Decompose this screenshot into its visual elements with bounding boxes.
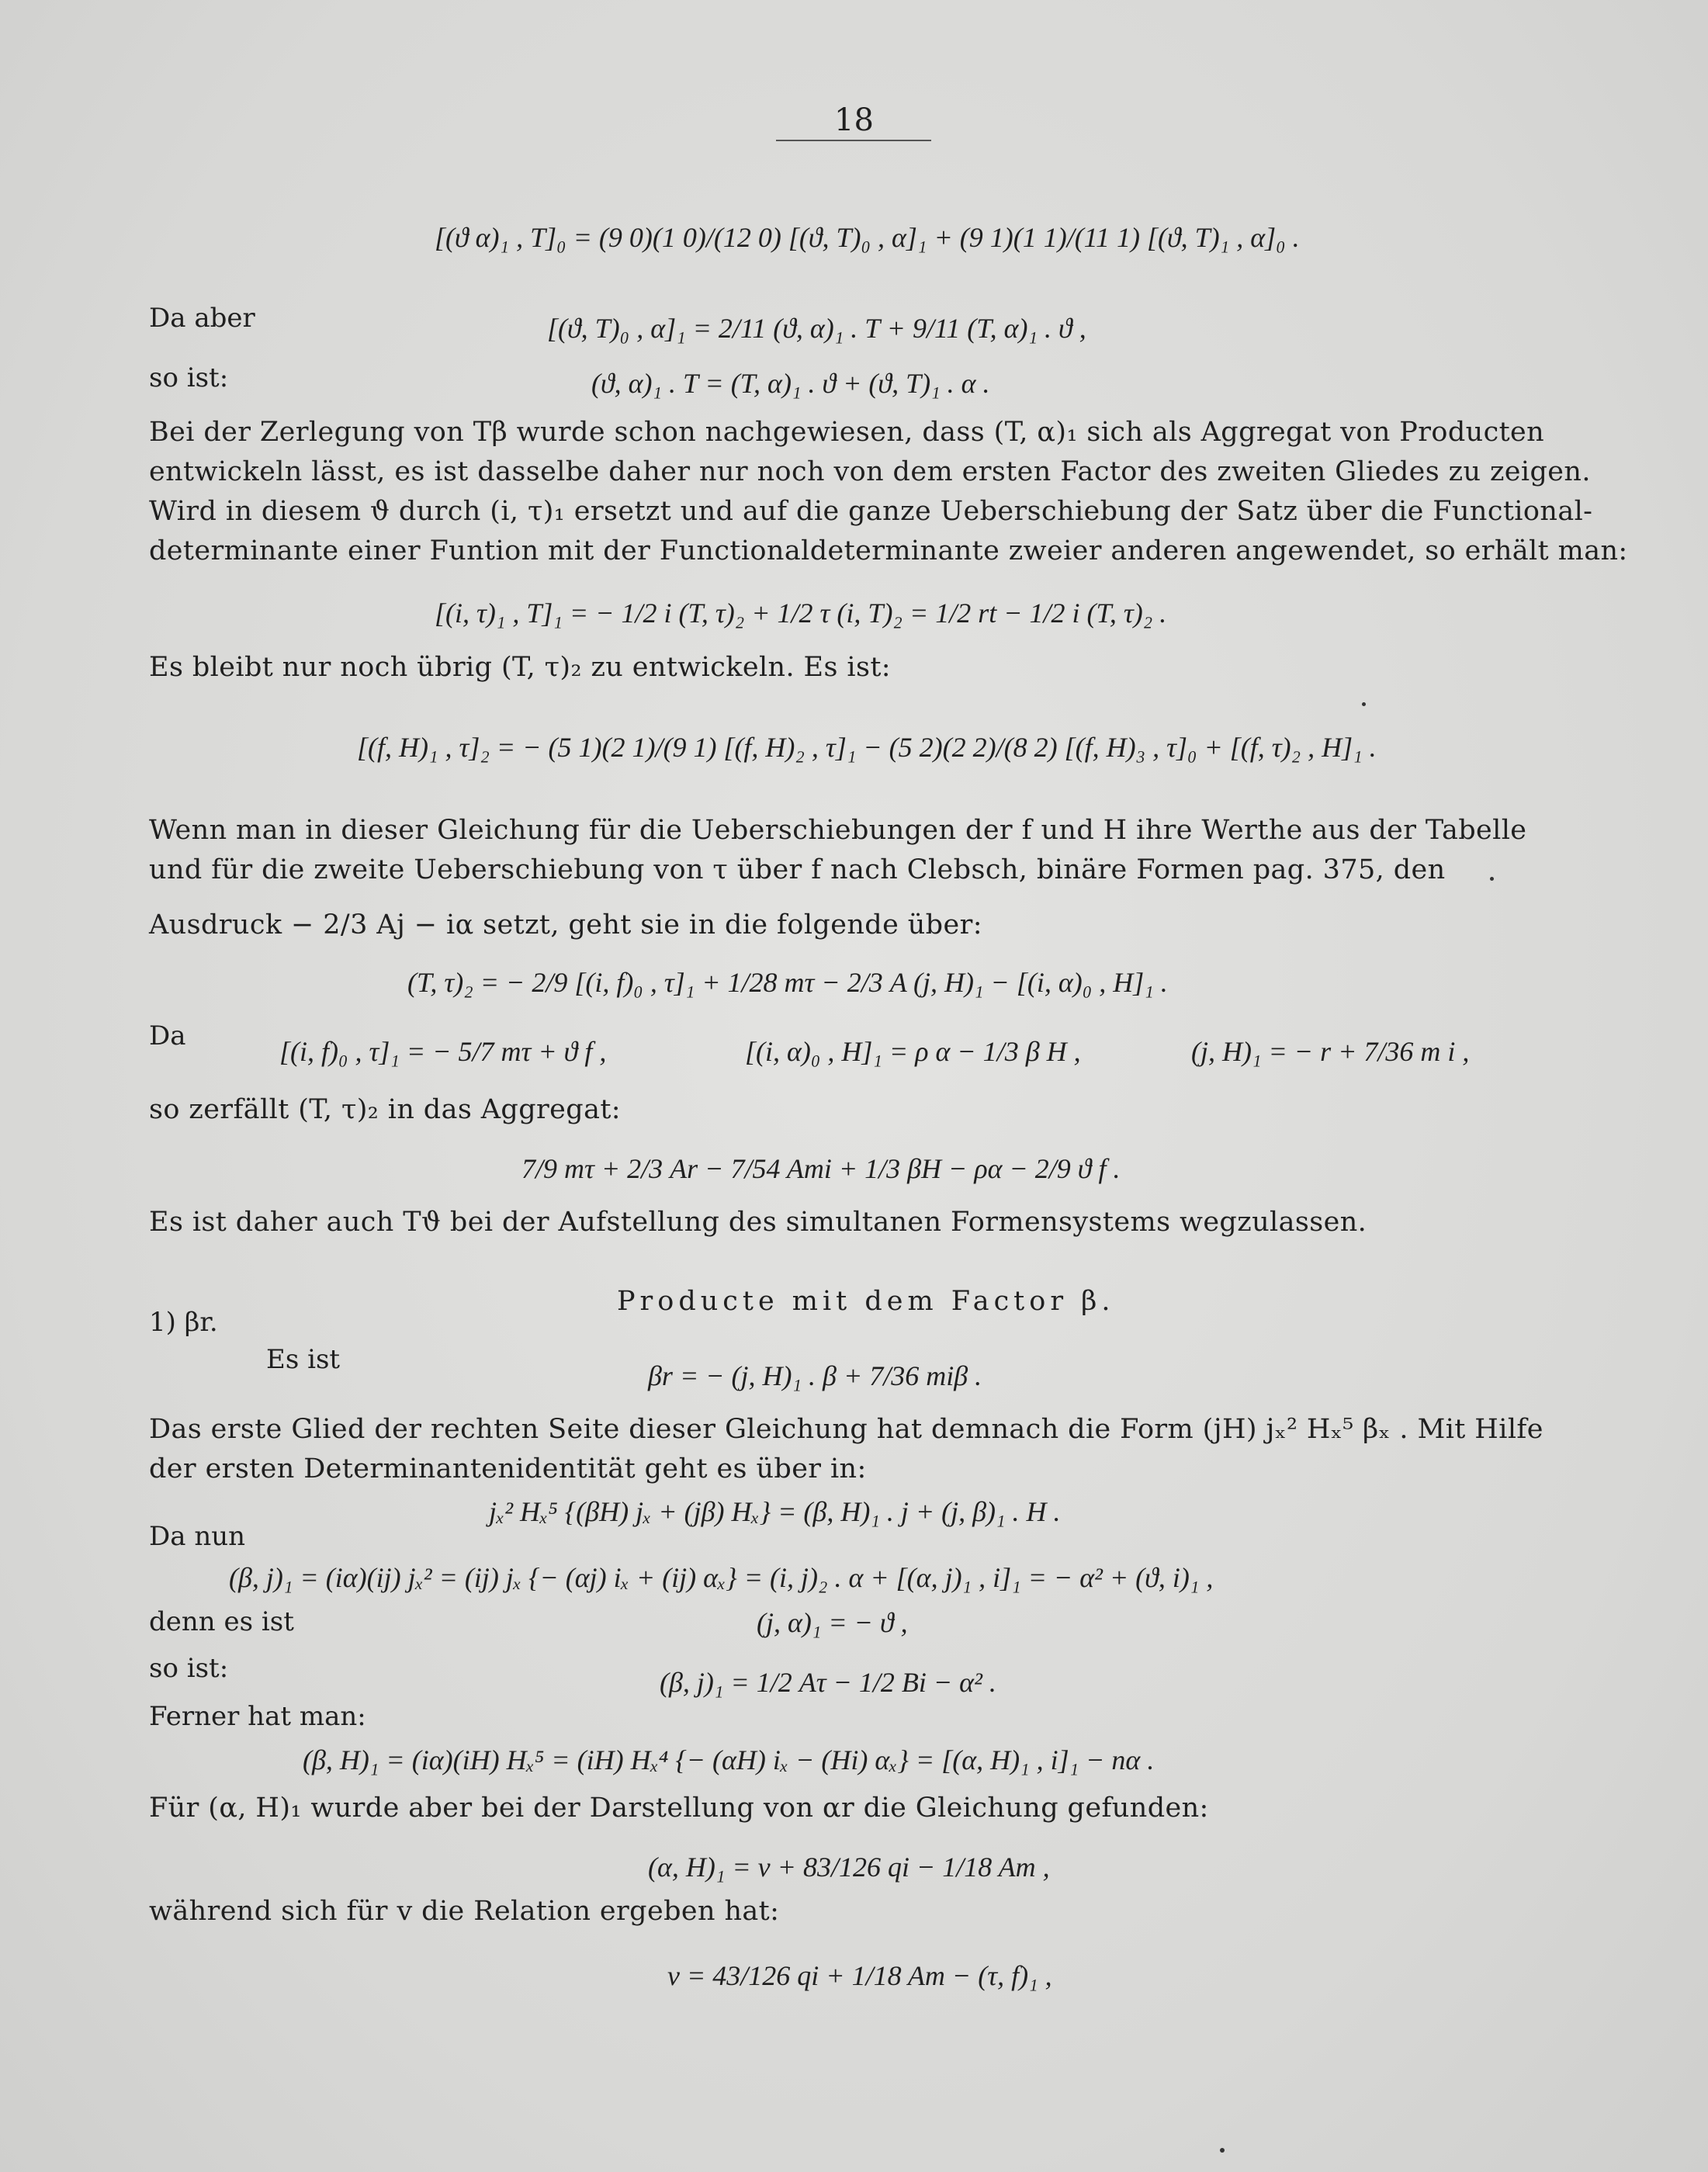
paragraph-line: Ausdruck − 2/3 Aj − iα setzt, geht sie in die folgende über: (149, 909, 982, 941)
ink-speck (1362, 702, 1366, 706)
ink-speck (1220, 2148, 1225, 2153)
page-number: 18 (834, 102, 874, 138)
paragraph-line: Wenn man in dieser Gleichung für die Ueberschiebungen der f und H ihre Werthe aus der Tabelle (149, 815, 1527, 846)
equation-4: [(i, τ)₁ , T]₁ = − 1/2 i (T, τ)₂ + 1/2 τ (i, T)₂ = 1/2 rt − 1/2 i (T, τ)₂ . (435, 598, 1167, 629)
equation-14: (β, H)₁ = (iα)(iH) Hₓ⁵ = (iH) Hₓ⁴ {− (αH) iₓ − (Hi) αₓ} = [(α, H)₁ , i]₁ − nα . (303, 1744, 1155, 1775)
label-da-aber: Da aber (149, 303, 255, 334)
paragraph-line: Wird in diesem ϑ durch (i, τ)₁ ersetzt und auf die ganze Ueberschiebung der Satz über die Functional- (149, 496, 1593, 527)
equation-9: βr = − (j, H)₁ . β + 7/36 miβ . (648, 1360, 982, 1391)
equation-5: [(f, H)₁ , τ]₂ = − (5 1)(2 1)/(9 1) [(f, H)₂ , τ]₁ − (5 2)(2 2)/(8 2) [(f, H)₃ , τ]₀ + [(f, τ)₂ , H]₁ . (357, 732, 1377, 763)
equation-13: (β, j)₁ = 1/2 Aτ − 1/2 Bi − α² . (660, 1667, 996, 1698)
paragraph-2: Es bleibt nur noch übrig (T, τ)₂ zu entwickeln. Es ist: (149, 652, 891, 683)
header-rule (776, 140, 931, 141)
equation-12: (j, α)₁ = − ϑ , (757, 1607, 908, 1638)
label-da-nun: Da nun (149, 1521, 246, 1552)
paragraph-line: Bei der Zerlegung von Tβ wurde schon nachgewiesen, dass (T, α)₁ sich als Aggregat von Producten (149, 417, 1545, 448)
equation-10: jₓ² Hₓ⁵ {(βH) jₓ + (jβ) Hₓ} = (β, H)₁ . j + (j, β)₁ . H . (489, 1496, 1061, 1527)
equation-7b: [(i, α)₀ , H]₁ = ρ α − 1/3 β H , (745, 1036, 1081, 1067)
equation-7a: [(i, f)₀ , τ]₁ = − 5/7 mτ + ϑ f , (279, 1036, 607, 1067)
label-es-ist: Es ist (266, 1344, 341, 1375)
paragraph-line: der ersten Determinantenidentität geht es über in: (149, 1453, 867, 1484)
equation-8: 7/9 mτ + 2/3 Ar − 7/54 Ami + 1/3 βH − ρα − 2/9 ϑ f . (521, 1153, 1121, 1184)
equation-15: (α, H)₁ = v + 83/126 qi − 1/18 Am , (648, 1852, 1050, 1883)
paragraph-line: Das erste Glied der rechten Seite dieser Gleichung hat demnach die Form (jH) jₓ² Hₓ⁵ βₓ . Mit Hilfe (149, 1414, 1543, 1445)
label-so-ist-2: so ist: (149, 1653, 229, 1684)
paragraph-line: determinante einer Funtion mit der Functionaldeterminante zweier anderen angewendet, so erhält man: (149, 535, 1628, 566)
label-ferner: Ferner hat man: (149, 1701, 366, 1732)
paragraph-5: Es ist daher auch Tϑ bei der Aufstellung des simultanen Formensystems wegzulassen. (149, 1207, 1367, 1238)
label-so-ist: so ist: (149, 362, 229, 393)
equation-7c: (j, H)₁ = − r + 7/36 m i , (1191, 1036, 1470, 1067)
paragraph-8: während sich für v die Relation ergeben hat: (149, 1896, 780, 1927)
section-heading: Producte mit dem Factor β. (617, 1286, 1115, 1317)
equation-1: [(ϑ α)₁ , T]₀ = (9 0)(1 0)/(12 0) [(ϑ, T)₀ , α]₁ + (9 1)(1 1)/(11 1) [(ϑ, T)₁ , α]₀ . (435, 222, 1300, 253)
paragraph-line: entwickeln lässt, es ist dasselbe daher nur noch von dem ersten Factor des zweiten Gliedes zu zeigen. (149, 456, 1591, 487)
paragraph-4: so zerfällt (T, τ)₂ in das Aggregat: (149, 1094, 621, 1125)
equation-16: v = 43/126 qi + 1/18 Am − (τ, f)₁ , (667, 1960, 1052, 1991)
paragraph-7: Für (α, H)₁ wurde aber bei der Darstellung von αr die Gleichung gefunden: (149, 1793, 1209, 1824)
paragraph-line: und für die zweite Ueberschiebung von τ über f nach Clebsch, binäre Formen pag. 375, den (149, 854, 1446, 885)
equation-6: (T, τ)₂ = − 2/9 [(i, f)₀ , τ]₁ + 1/28 mτ − 2/3 A (j, H)₁ − [(i, α)₀ , H]₁ . (407, 967, 1168, 998)
equation-11: (β, j)₁ = (iα)(ij) jₓ² = (ij) jₓ {− (αj) iₓ + (ij) αₓ} = (i, j)₂ . α + [(α, j)₁ , i]₁ = − α² + (ϑ, i)₁ , (229, 1562, 1214, 1593)
equation-2: [(ϑ, T)₀ , α]₁ = 2/11 (ϑ, α)₁ . T + 9/11 (T, α)₁ . ϑ , (547, 313, 1086, 344)
equation-3: (ϑ, α)₁ . T = (T, α)₁ . ϑ + (ϑ, T)₁ . α . (591, 368, 990, 399)
label-denn-es-ist: denn es ist (149, 1606, 294, 1637)
item-1: 1) βr. (149, 1307, 218, 1338)
ink-speck (1490, 877, 1494, 881)
label-da: Da (149, 1020, 186, 1051)
